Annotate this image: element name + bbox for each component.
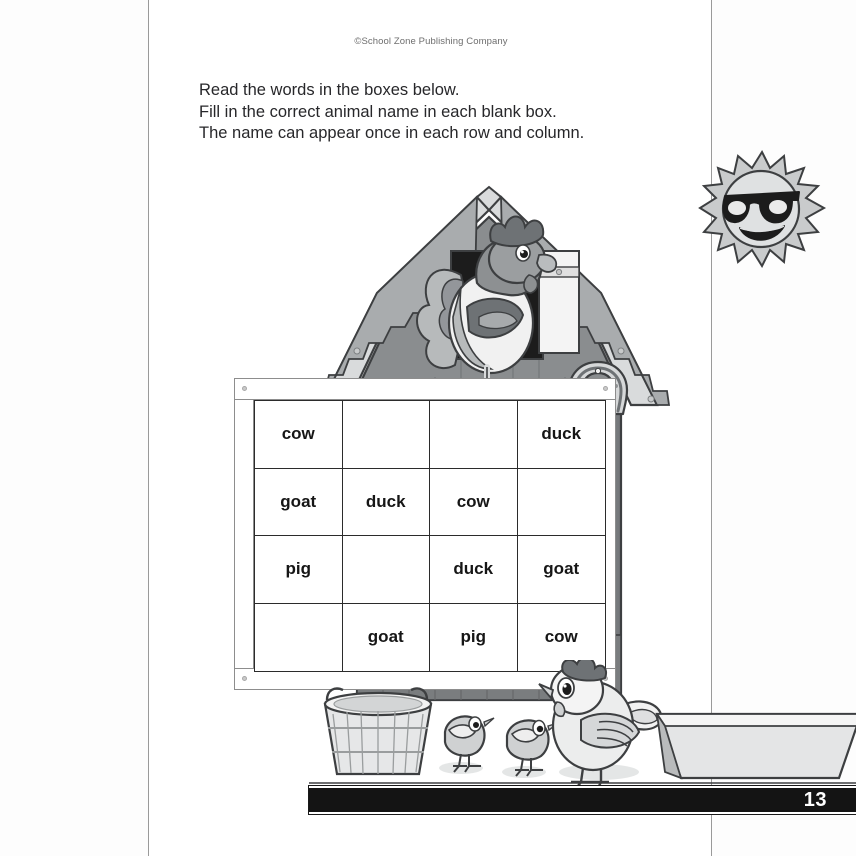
sun-with-sunglasses-icon (694, 148, 834, 268)
chick-illustration (502, 720, 558, 778)
puzzle-cell-filled[interactable]: duck (430, 536, 518, 604)
puzzle-cell-filled[interactable]: cow (518, 604, 606, 672)
puzzle-cell-filled[interactable]: pig (255, 536, 343, 604)
puzzle-cell-blank[interactable] (343, 401, 431, 469)
puzzle-cell-filled[interactable]: duck (518, 401, 606, 469)
instruction-line-2: Fill in the correct animal name in each blank box. (199, 102, 557, 121)
puzzle-cell-filled[interactable]: pig (430, 604, 518, 672)
screw-icon (242, 386, 247, 391)
page-footer-bar (309, 786, 856, 814)
page-number: 13 (803, 788, 827, 811)
puzzle-cell-filled[interactable]: goat (518, 536, 606, 604)
hen-illustration (539, 660, 662, 790)
puzzle-cell-filled[interactable]: goat (343, 604, 431, 672)
puzzle-cell-blank[interactable] (518, 469, 606, 537)
puzzle-grid[interactable] (254, 400, 606, 672)
screw-icon (603, 386, 608, 391)
puzzle-cell-blank[interactable] (430, 401, 518, 469)
puzzle-cell-filled[interactable]: goat (255, 469, 343, 537)
puzzle-cell-filled[interactable]: cow (430, 469, 518, 537)
puzzle-cell-filled[interactable]: duck (343, 469, 431, 537)
instruction-line-3: The name can appear once in each row and column. (199, 124, 585, 142)
frame-band-top (234, 378, 616, 400)
yard-illustration (309, 660, 856, 790)
paper-sheet (148, 0, 827, 856)
feed-trough-illustration (657, 714, 856, 778)
frame-rail-left (234, 400, 254, 668)
puzzle-cell-filled[interactable]: cow (255, 401, 343, 469)
puzzle-cell-blank[interactable] (343, 536, 431, 604)
instruction-line-1: Read the words in the boxes below. (199, 81, 460, 99)
bushel-basket-illustration (325, 688, 431, 774)
chick-illustration (439, 716, 494, 774)
instructions-block (199, 80, 699, 145)
copyright-notice: ©School Zone Publishing Company (354, 36, 508, 47)
screw-icon (242, 676, 247, 681)
